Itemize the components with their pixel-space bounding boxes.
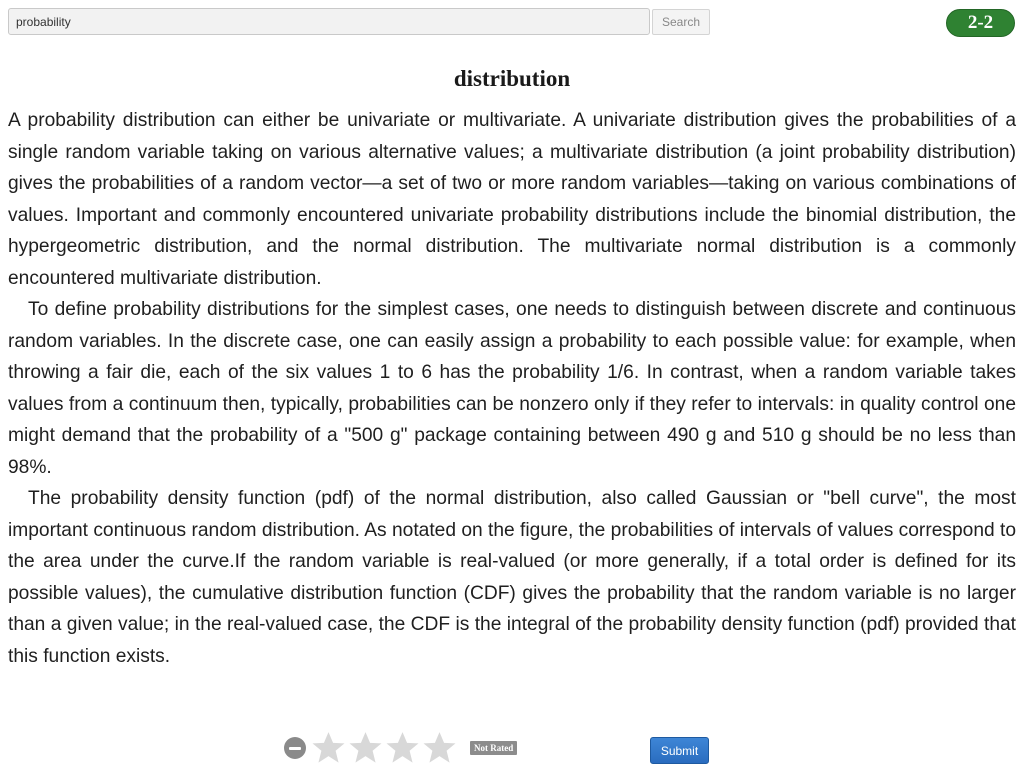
article-paragraph-2: To define probability distributions for the simplest cases, one needs to distinguish between discrete and continuous random variables. In the discrete case, one can easily assign a probability to each possible value: for example, when throwing a fair die, each of the six values 1 to 6 has the probability 1/6. In contrast, when a random variable takes values from a continuum then, typically, probabilities can be nonzero only if they refer to intervals: in quality control one might demand that the probability of a "500 g" package containing between 490 g and 510 g should be no less than 98%. — [8, 299, 1016, 478]
page-number-badge: 2-2 — [946, 9, 1015, 37]
submit-button[interactable]: Submit — [650, 737, 709, 764]
star-icon[interactable] — [347, 731, 384, 765]
search-input[interactable] — [8, 8, 650, 35]
star-icon[interactable] — [421, 731, 458, 765]
minus-circle-icon[interactable] — [284, 737, 306, 759]
page-title: distribution — [453, 66, 571, 91]
star-icon[interactable] — [310, 731, 347, 765]
article-body — [8, 105, 1016, 672]
article-paragraph-3: The probability density function (pdf) of the normal distribution, also called Gaussian or "bell curve", the most important continuous random distribution. As notated on the figure, the probabilities of intervals of values correspond to the area under the curve.If the random variable is real-valued (or more generally, if a total order is defined for its possible values), the cumulative distribution function (CDF) gives the probability that the random variable is no larger than a given value; in the real-valued case, the CDF is the integral of the probability density function (pdf) provided that this function exists. — [8, 488, 1016, 667]
star-rating — [284, 731, 517, 765]
rating-status-badge: Not Rated — [470, 741, 517, 755]
article-paragraph-1: A probability distribution can either be univariate or multivariate. A univariate distribution gives the probabilities of a single random variable taking on various alternative values; a multivariate distribution (a joint probability distribution) gives the probabilities of a random vector—a set of two or more random variables—taking on various combinations of values. Important and commonly encountered univariate probability distributions include the binomial distribution, the hypergeometric distribution, and the normal distribution. The multivariate normal distribution is a commonly encountered multivariate distribution. — [8, 110, 1016, 289]
search-button[interactable]: Search — [652, 9, 710, 35]
star-icon[interactable] — [384, 731, 421, 765]
